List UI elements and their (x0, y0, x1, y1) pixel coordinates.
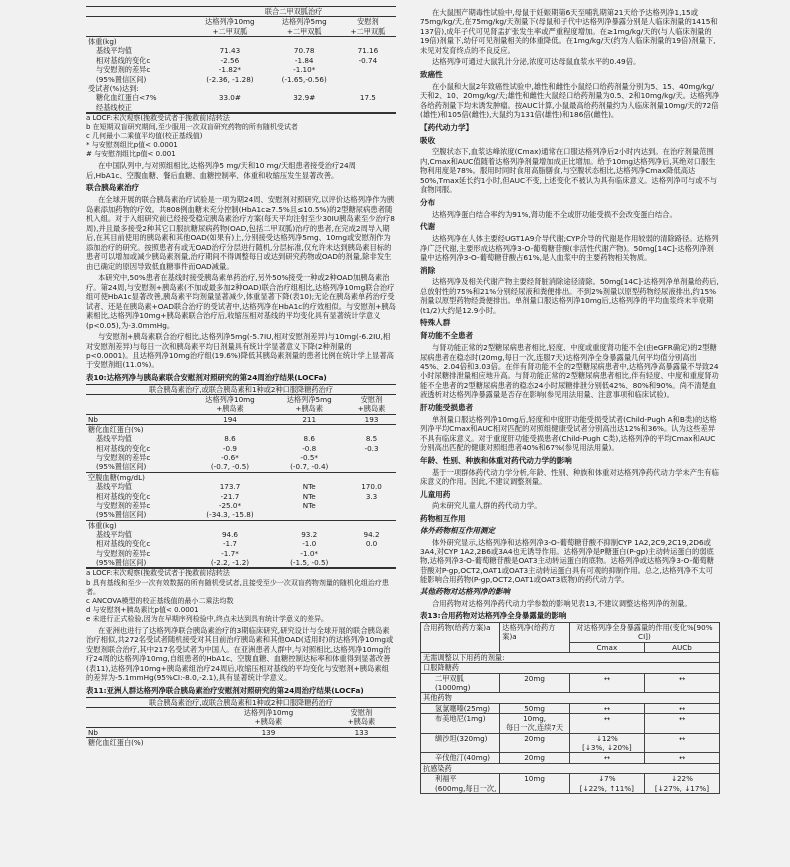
paragraph: 合用药物对达格列净药代动力学参数的影响见表13,不建议调整达格列净的剂量。 (432, 598, 692, 608)
subsection-heading: 其他药物对达格列净的影响 (420, 586, 510, 596)
subsection-heading: 肾功能不全患者 (420, 331, 474, 341)
cell-value (189, 425, 272, 435)
table-row (421, 673, 720, 693)
footnote: * 与安慰剂组比p值< 0.0001 (86, 141, 178, 150)
table-row (86, 425, 396, 435)
cell-value: (-1.5, -0.5) (290, 558, 329, 568)
table-row (86, 492, 396, 501)
cell-value: ↔ (644, 733, 719, 753)
table-row (421, 774, 720, 794)
cell-value: 20mg (500, 753, 570, 763)
cell-value: 0.0 (365, 539, 378, 549)
table-row (86, 93, 396, 102)
table-10-footnotes (86, 568, 396, 624)
cell-value (271, 520, 347, 530)
cell-value: 71.43 (219, 46, 241, 56)
cell-value: 氢氯噻嗪(25mg) (421, 703, 500, 713)
table-row (86, 453, 396, 462)
cell-value (269, 84, 340, 93)
cell-value (340, 84, 396, 93)
cell-value (191, 103, 268, 113)
paragraph: 基于一项群体药代动力学分析,年龄、性别、种族和体重对达格列净药代动力学未产生有临床意义的作用。因此,不建议调整剂量。 (420, 467, 719, 487)
cell-value (347, 520, 396, 530)
cell-value: ↔ (644, 753, 719, 763)
col-header: 安慰剂 +胰岛素 (327, 707, 396, 727)
cell-value: 8.6 (224, 434, 236, 444)
cell-value: -1.7* (221, 548, 239, 558)
cell-value (269, 103, 340, 113)
cell-value: 173.7 (219, 482, 241, 492)
cell-value: 3.3 (365, 491, 378, 501)
cell-value: ↔ (644, 673, 719, 693)
right-column (420, 6, 720, 794)
cell-value: 10mg, 每日一次,连续7天 (500, 714, 570, 734)
paragraph: 本研究中,50%患者在基线时接受胰岛素单药治疗,另外50%接受一种或2种OAD加胰岛素治疗。第24周,与安慰剂+胰岛素(不加或最多加2种OAD)联合治疗组相比,达格列净10mg联合治疗组可使HbA1c显著改善,胰岛素平均剂量显著减少,体重显著下降(表10);无论在胰岛素单药治疗受试者、还是在胰岛素+OAD联合治疗的受试者中,达格列净在HbA1c的疗效相似。与安慰剂+胰岛素相比,达格列净10mg+胰岛素联合治疗后,收缩压相对基线的平均变化具有显著统计学意义(p<0.05),为-3.0mmHg。 (86, 273, 396, 330)
cell-value (347, 472, 396, 482)
cell-value: ↔ (644, 703, 719, 713)
footnote: b 具有基线和至少一次有效数据的所有随机受试者,且接受至少一次双盲药物剂量的随机化组治疗患者。 (86, 578, 389, 596)
footnote: b 在短期双盲研究期间,至少服用一次双盲研究药物的所有随机受试者 (86, 123, 298, 132)
col-header: 安慰剂 +二甲双胍 (340, 17, 396, 37)
cell-value: ↔ (644, 714, 719, 734)
table-row (86, 510, 396, 520)
cell-value (271, 425, 347, 435)
cell-value: 93.2 (301, 529, 318, 539)
n-label: Nb (88, 414, 98, 424)
table-row (86, 75, 396, 84)
footnote: c 几何最小二乘值平均值(校正基线值) (86, 132, 203, 141)
cell-value: 10mg (500, 774, 570, 794)
cell-value (340, 103, 396, 113)
col-header: 合用药物(给药方案)a (421, 622, 500, 652)
row-label: (95%置信区间) (96, 74, 147, 84)
cell-value: 94.2 (363, 529, 380, 539)
n-value: 193 (364, 414, 379, 424)
table-row (86, 65, 396, 74)
table-row (86, 482, 396, 491)
paragraph: 达格列净在人体主要经UGT1A9介导代谢;CYP介导的代谢是作用较弱的清除路径。达格列净广泛代谢,主要形成达格列净3-O-葡萄糖苷酸(非活性代谢产物)。50mg[14C]-达格列净剂量中达格列净3-O-葡萄糖苷酸占61%,是人血浆中的主要药物相关物质。 (420, 234, 719, 263)
row-label: 糖化血红蛋白(%) (88, 425, 144, 435)
footnote: c ANCOVA模型的校正基线值的最小二乘法均数 (86, 596, 234, 605)
paragraph: 空腹状态下,血浆达峰浓度(Cmax)通常在口服达格列净后2小时内达到。在治疗剂量范围内,Cmax和AUC值随着达格列净剂量增加成正比增加。给予10mg达格列净后,其绝对口服生物利用度是78%。服用时同时食用高脂膳食,与空腹状态相比,达格列净Cmax降低高达50%,Tmax延长约1小时,但AUC不变,上述变化不被认为具有临床意义。达格列净可与或不与食物同服。 (420, 147, 718, 195)
table-9-footnotes (86, 113, 396, 159)
table-row (421, 714, 720, 734)
cell-value: -0.9 (222, 443, 237, 453)
table-row (86, 46, 396, 55)
cell-value: -1.82* (218, 65, 241, 75)
cell-value: -0.3 (364, 443, 379, 453)
n-value: 139 (261, 727, 276, 737)
cell-value (347, 558, 396, 568)
table-row (86, 37, 396, 47)
cell-value (340, 37, 396, 47)
col-header: 达格列净5mg +胰岛素 (271, 394, 347, 414)
cell-value: -1.0* (300, 548, 319, 558)
row-label: 体重(kg) (88, 520, 117, 530)
cell-value: ↔ (569, 673, 644, 693)
cell-value: -1.0 (302, 539, 317, 549)
row-label: 基线平均值 (96, 434, 132, 444)
table-row (421, 703, 720, 713)
subsection-heading: 特殊人群 (420, 318, 451, 328)
cell-value: 170.0 (361, 482, 382, 492)
row-label: (95%置信区间) (96, 462, 147, 472)
footnote: e 未进行正式检验,因为在早期序列检验中,终点未达到具有统计学意义的差异。 (86, 614, 328, 623)
cell-value (340, 65, 396, 74)
cell-value: NTe (302, 491, 316, 501)
row-label: 相对基线的变化c (96, 55, 151, 65)
cell-value: 33.0# (218, 93, 241, 103)
section-heading: 【药代动力学】 (420, 122, 474, 132)
table-13-interactions (420, 622, 720, 794)
cell-value: -1.7 (222, 539, 237, 549)
cell-value (269, 37, 340, 47)
table-9-results (86, 6, 396, 113)
subsection-heading: 代谢 (420, 222, 436, 232)
cell-value: -0.74 (358, 55, 378, 65)
table-title: 联合胰岛素治疗,或联合胰岛素和1种或2种口服降糖药治疗 (86, 697, 396, 707)
cell-value (191, 37, 268, 47)
cell-value: 32.9# (293, 93, 316, 103)
footnote: # 与安慰剂组比p值< 0.001 (86, 150, 176, 159)
section-heading: 联合胰岛素治疗 (86, 183, 140, 193)
row-label: 与安慰剂的差异c (96, 453, 151, 463)
paragraph: 在全球开展的联合胰岛素治疗试验是一项为期24周、安慰剂对照研究,以评价达格列净作为胰岛素添加药物的疗效。共808例血糖未充分控制(HbA1c≥7.5%且≤10.5%)的2型糖尿病患者随机入组。对于入组研究前已经接受稳定胰岛素治疗方案(每天平均注射至少30IU胰岛素至少治疗8周),并且最多接受2种其它口服抗糖尿病药物(OAD,包括二甲双胍)治疗的患者,在完成2周导入期后,在其目前使用的胰岛素和其他OAD(如果有)上,分别接受达格列净5mg、10mg或安慰剂作为添加治疗的研究。按照患者有或无OAD治疗分层进行随机,分层标准,仅允许未达到胰岛素目标的患者可以增加或减少胰岛素剂量,治疗期间不得调整每日或达到研究药物或OAD的剂量,除非发生由已确定的原因导致低血糖事件而OAD减量。 (86, 195, 395, 271)
cell-value: NTe (302, 500, 316, 510)
cell-value: 辛伐他汀(40mg) (421, 753, 500, 763)
table-caption: 表10:达格列净与胰岛素联合安慰剂对照研究的第24周治疗结果(LOCFa) (86, 372, 327, 382)
table-caption: 表13:合用药物对达格列净全身暴露量的影响 (420, 611, 567, 621)
col-header: AUCb (644, 642, 719, 652)
cell-value: NTe (302, 482, 316, 492)
row-label: 与安慰剂的差异c (96, 65, 151, 75)
row-label: (95%置信区间) (96, 510, 147, 520)
cell-value: 8.6 (303, 434, 315, 444)
row-label: 基线平均值 (96, 529, 132, 539)
paragraph: 在中国队列中,与对照组相比,达格列净5 mg/天和10 mg/天组患者接受治疗24周后,HbA1c、空腹血糖、餐后血糖、血糖控制率、体重和收缩压发生显著改善。 (86, 161, 356, 180)
paragraph: 达格列净蛋白结合率约为91%,肾功能不全或肝功能受损不会改变蛋白结合。 (432, 209, 677, 219)
row-label: (95%置信区间) (96, 558, 147, 568)
cell-value: 70.78 (293, 46, 315, 56)
table-row (86, 501, 396, 510)
col-header: 安慰剂 +胰岛素 (347, 394, 396, 414)
row-label: 相对基线的变化c (96, 491, 151, 501)
cell-value: (-34.3, -15.8) (206, 510, 254, 520)
table-row (86, 558, 396, 568)
cell-value: 缬沙坦(320mg) (421, 733, 500, 753)
cell-value: -0.8 (302, 443, 317, 453)
cell-value: -1.84 (294, 55, 314, 65)
paragraph: 达格列净及相关代谢产物主要经肾脏消除途径清除。50mg[14C]-达格列净单剂量给药后,总放射性的75%和21%分别经尿液和粪便排出。不到2%剂量以原型药物经尿液排出,约15%剂量以原型药物经粪便排出。单剂量口服达格列净10mg后,达格列净的平均血浆终末半衰期(t1/2)大约是12.9小时。 (420, 277, 719, 315)
subsection-heading: 儿童用药 (420, 489, 451, 499)
group-row: 抗感染药 (421, 763, 720, 773)
paragraph: 达格列净可通过大鼠乳汁分泌,浓度可达母鼠血浆水平的0.49倍。 (432, 57, 641, 67)
subsection-heading: 体外药物相互作用测定 (420, 525, 495, 535)
cell-value: ↔ (569, 703, 644, 713)
paragraph: 单剂量口服达格列净10mg后,轻度和中度肝功能受损受试者(Child-Pugh A和B类)的达格列净平均Cmax和AUC相对匹配的对照组健康受试者分别高出达12%和36%。认为这些差异不具有临床意义。对于重度肝功能受损患者(Child-Pugh C类),达格列净的平均Cmax和AUC分别高出匹配的健康对照组患者40%和67%(参见用法用量)。 (420, 414, 717, 453)
cell-value (189, 520, 272, 530)
table-row (421, 733, 720, 753)
table-row (421, 753, 720, 763)
paragraph: 与安慰剂+胰岛素联合治疗相比,达格列净5mg(-5.7IU,相对安慰剂差异)与10mg(-6.2IU,相对安慰剂差异)与每日一次和胰岛素平均日剂量具有统计学显著意义下降(2种剂量的p<0.0001)。且达格列净10mg治疗组(19.6%)降低其胰岛素剂量的患者比例在统计学上显著高于安慰剂组(11.0%)。 (86, 332, 394, 370)
table-row (86, 84, 396, 93)
paragraph: 体外研究显示,达格列净和达格列净3-O-葡萄糖苷酸不抑制CYP 1A2,2C9,2C19,2D6或3A4,对CYP 1A2,2B6或3A4也无诱导作用。达格列净是P糖蛋白(P-gp)主动转运蛋白的弱底物,达格列净3-O-葡萄糖苷酸是OAT3主动转运蛋白的底物。达格列净或达格列净3-O-葡萄糖苷酸对P-gp,OCT2,OAT1或OAT3主动转运蛋白具有可观的抑制作用。总之,达格列净不太可能影响合用药物(P-gp,OCT2,OAT1或OAT3底物)的药代动力学。 (420, 537, 714, 585)
cell-value: 布美地尼(1mg) (421, 714, 500, 734)
cell-value: 50mg (500, 703, 570, 713)
col-header: 达格列净(给药方案)a (500, 622, 570, 652)
cell-value: 20mg (500, 733, 570, 753)
table-10-results (86, 384, 396, 569)
cell-value: ↔ (569, 753, 644, 763)
paragraph: 在小鼠和大鼠2年致癌性试验中,雄性和雌性小鼠经口给药剂量分别为5、15、40mg/kg/天和2、10、20mg/kg/天;雄性和雌性大鼠经口给药剂量为0.5、2和10mg/kg/天。达格列净各给药剂量下均未诱发肿瘤。按AUC计算,小鼠最高给药剂量约为人临床剂量10mg/天的72倍(雄性)和105倍(雌性),大鼠约为131倍(雄性)和186倍(雌性)。 (420, 81, 720, 120)
n-label: Nb (88, 727, 98, 737)
cell-value: (-0.7, -0.4) (290, 462, 329, 472)
cell-value (347, 549, 396, 558)
n-value: 133 (354, 727, 369, 737)
cell-value: ↓22% [↓27%, ↓17%] (644, 774, 719, 794)
cell-value: -21.7 (220, 491, 240, 501)
cell-value: -1.10* (293, 65, 316, 75)
group-row: 口服降糖药 (421, 663, 720, 673)
row-label: 空腹血糖(mg/dL) (88, 472, 145, 482)
row-label: 受试者(%)达到: (88, 83, 139, 93)
cell-value (340, 75, 396, 84)
subsection-heading: 药物相互作用 (420, 513, 466, 523)
cell-value: -0.5* (300, 453, 319, 463)
cell-value (191, 84, 268, 93)
n-value: 211 (302, 414, 317, 424)
row-label: 经基线校正 (96, 102, 132, 112)
table-row (86, 539, 396, 548)
cell-value (347, 462, 396, 472)
table-row (86, 462, 396, 472)
table-title: 联合胰岛素治疗,或联合胰岛素和1种或2种口服降糖药治疗 (86, 384, 396, 394)
table-row (86, 549, 396, 558)
cell-value: 8.5 (365, 434, 378, 444)
cell-value: (-1.65,-0.56) (281, 74, 327, 84)
col-header: 达格列净5mg +二甲双胍 (269, 17, 340, 37)
col-header: 达格列净10mg +胰岛素 (210, 707, 327, 727)
footnote: a LOCF:末次观察(挽救受试者于挽救前)结转法 (86, 569, 230, 578)
table-row (86, 472, 396, 482)
cell-value: 利福平 (600mg,每日一次, (421, 774, 500, 794)
subsection-heading: 年龄、性别、种族和体重对药代动力学的影响 (420, 455, 572, 465)
table-title: 联合二甲双胍治疗 (191, 7, 396, 17)
footnote: a LOCF:末次观察(挽救受试者于挽救前)结转法 (86, 113, 230, 122)
group-row: 无需调整以下用药的剂量: (421, 652, 720, 662)
cell-value: 71.16 (357, 46, 379, 56)
paragraph: 尚未研究儿童人群的药代动力学。 (432, 501, 542, 511)
table-11-results (86, 697, 396, 748)
paragraph: 在大鼠围产期毒性试验中,母鼠于妊娠期第6天至哺乳期第21天给予达格列净1,15或75mg/kg/天,在75mg/kg/天剂量下(母鼠和子代中达格列净暴露分别是人临床剂量的1415和137倍),成年子代可见肾盂扩张发生率或严重程度增加。在≥1mg/kg/天的(与人临床剂量的19倍)剂量下,幼仔可见剂量相关的体重降低。在1mg/kg/天(约为人临床剂量的19倍)剂量下,未见对发育终点的不良反应。 (420, 8, 718, 55)
left-column (86, 6, 396, 747)
subsection-heading: 消除 (420, 265, 436, 275)
row-label: 与安慰剂的差异c (96, 548, 151, 558)
group-row: 其他药物 (421, 693, 720, 703)
cell-value: 20mg (500, 673, 570, 693)
cell-value: (-0.7, -0.5) (210, 462, 250, 472)
col-header: 达格列净10mg +二甲双胍 (191, 17, 268, 37)
row-label: 糖化血红蛋白(%) (88, 737, 144, 747)
cell-value: 二甲双胍(1000mg) (421, 673, 500, 693)
row-label: 相对基线的变化c (96, 539, 151, 549)
cell-value: 94.6 (221, 529, 238, 539)
subsection-heading: 分布 (420, 197, 436, 207)
cell-value: -0.6* (221, 453, 239, 463)
cell-value: 17.5 (359, 93, 376, 103)
row-label: 与安慰剂的差异c (96, 500, 151, 510)
table-row (86, 56, 396, 65)
cell-value (347, 501, 396, 510)
row-label: 相对基线的变化c (96, 443, 151, 453)
cell-value (347, 453, 396, 462)
subsection-heading: 吸收 (420, 135, 436, 145)
cell-value (347, 425, 396, 435)
row-label: 基线平均值 (96, 482, 132, 492)
cell-value (271, 510, 347, 520)
cell-value: -2.56 (220, 55, 240, 65)
cell-value (347, 510, 396, 520)
col-header: 达格列净10mg +胰岛素 (189, 394, 272, 414)
col-header: 对达格列净全身暴露量的作用(变化%[90% CI]) (569, 622, 719, 642)
cell-value (271, 472, 347, 482)
table-row (86, 530, 396, 539)
paragraph: 与肾功能正常的2型糖尿病患者相比,轻度、中度或重度肾功能不全(由eGFR确定)的2型糖尿病患者在稳态时(20mg,每日一次,连服7天)达格列净全身暴露量几何平均值分别高出45%、2.04倍和3.03倍。在伴有肾功能不全的2型糖尿病患者中,达格列净高暴露量不导致24小时尿糖排泄量相应地升高。与肾功能正常的2型糖尿病患者相比,伴有轻度、中度和重度肾功能不全患者的2型糖尿病患者的稳态24小时尿糖排泄分别低42%、80%和90%。尚不清楚血液透析对达格列净暴露量是否存在影响(参见用法用量、注意事项和临床试验)。 (420, 343, 719, 400)
cell-value: (-2.2, -1.2) (210, 558, 250, 568)
col-header: Cmax (569, 642, 644, 652)
table-row (86, 520, 396, 530)
footnote: d 与安慰剂+胰岛素比p值< 0.0001 (86, 605, 199, 614)
table-caption: 表11:亚洲人群达格列净联合胰岛素治疗安慰剂对照研究的第24周治疗结果(LOCFa) (86, 685, 364, 695)
n-value: 194 (223, 414, 237, 424)
cell-value: ↓7% [↓22%, ↑11%] (569, 774, 644, 794)
row-label: 体重(kg) (88, 37, 117, 47)
table-row (86, 434, 396, 443)
paragraph: 在亚洲也进行了达格列净联合胰岛素治疗的3期临床研究,研究设计与全球开展的联合胰岛素治疗相似,共272名受试者随机接受对其目前治疗胰岛素和其他OAD(适用时)的达格列净10mg或安慰剂联合治疗,其中217名受试者为中国人。在亚洲患者人群中,与对照相比,达格列净10mg治疗24周的达格列净10mg,自组患者的HbA1c、空腹血糖、血糖控制达标率和体重得到显著改善(表11),达格列净10mg+胰岛素组治疗24周后,收缩压相对基线的平均变化与安慰剂+胰岛素组的差异为-5.1mmHg(95%CI:-8.0,-2.1),具有显著统计学意义。 (86, 625, 394, 683)
cell-value: (-2.36, -1.28) (206, 74, 254, 84)
table-row (86, 103, 396, 113)
cell-value: ↔ (569, 714, 644, 734)
row-label: 基线平均值 (96, 46, 132, 56)
row-label: 糖化血红蛋白<7% (96, 93, 157, 103)
cell-value: -25.0* (218, 500, 242, 510)
cell-value (189, 472, 272, 482)
subsection-heading: 肝功能受损患者 (420, 402, 474, 412)
cell-value: ↓12% [↓3%, ↓20%] (569, 733, 644, 753)
section-heading: 致癌性 (420, 69, 443, 79)
table-row (86, 444, 396, 453)
